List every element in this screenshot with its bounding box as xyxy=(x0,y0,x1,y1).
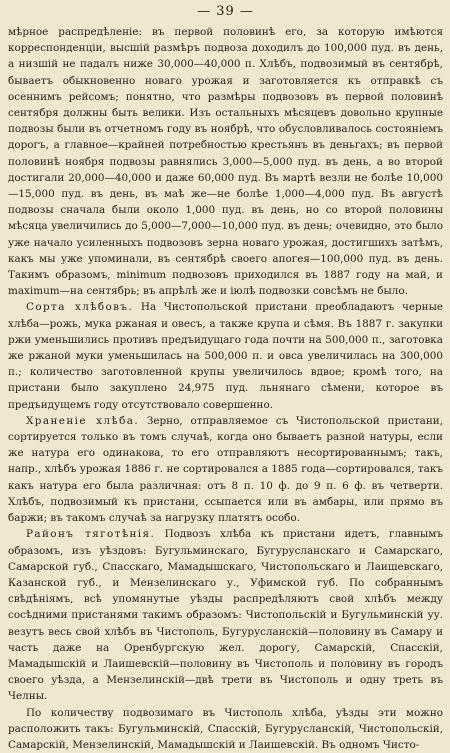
section-heading-grain-sorts: Сорта хлѣбовъ. xyxy=(26,301,134,314)
paragraph-1-text: мѣрное распредѣленіе: въ первой половинѣ его, за которую имѣются корреспонденціи, высшій размѣръ подвоза доходилъ до 100,000 пуд. въ день, а низшій не падалъ ниже 30,000—40,000 п. Хлѣбъ, подвозимый въ сентябрѣ, бываетъ обыкновенно новаго урожая и заготовляется къ отправкѣ съ осеннимъ рейсомъ; понятно, что размѣры подвозовъ въ первой половинѣ сентября должны быть велики. Изъ остальныхъ мѣсяцевъ довольно крупные подвозы были въ отчетномъ году въ ноябрѣ, что обусловливалось состояніемъ дорогъ, а главное—крайней потребностью крестьянъ въ деньгахъ; въ первой половинѣ ноября подвозы равнялись 3,000—5,000 пуд. въ день, а во второй достигали 20,000—40,000 и даже 60,000 пуд. Въ мартѣ везли не болѣе 10,000—15,000 пуд. въ день, въ маѣ же—не болѣе 1,000—4,000 пуд. Въ августѣ подвозы сначала были около 1,000 пуд. въ день, но со второй половины мѣсяца увеличились до 5,000—7,000—10,000 пуд. въ день; очевидно, это было уже начало усиленныхъ подвозовъ зерна новаго урожая, достигшихъ затѣмъ, какъ мы уже упоминали, въ сентябрѣ своего апогея—100,000 пуд. въ день. Такимъ образомъ, minimum подвозовъ приходился въ 1887 году на май, и maximum—на сентябрь; въ апрѣлѣ же и іюлѣ подвозки совсѣмъ не было. xyxy=(8,26,443,298)
paragraph-grain-sorts xyxy=(8,299,443,412)
paragraph-5 xyxy=(8,705,443,753)
page-number: — 39 — xyxy=(197,4,254,19)
section-heading-grain-storage: Храненіе хлѣба. xyxy=(26,414,140,427)
paragraph-grain-storage xyxy=(8,413,443,526)
paragraph-grain-storage-text: Зерно, отправляемое съ Чистопольской пристани, сортируется только въ томъ случаѣ, когда оно бываетъ разной натуры, если же натура его одинакова, то его отправляютъ несортированнымъ; такъ, напр., хлѣбъ урожая 1886 г. не сортировался а 1885 года—сортировался, такъ какъ натура его была различная: отъ 8 п. 10 ф. до 9 п. 6 ф. въ четверти. Хлѣбъ, подвозимый къ пристани, ссыпается или въ амбары, или прямо въ баржи; въ такомъ случаѣ за нагрузку платятъ особо. xyxy=(8,414,443,525)
section-heading-catchment-area: Районъ тяготѣнія. xyxy=(26,528,156,541)
paragraph-grain-sorts-text: На Чистопольской пристани преобладаютъ черные хлѣба—рожь, мука ржаная и овесъ, а также крупа и сѣмя. Въ 1887 г. закупки ржи уменьшились противъ предъидущаго года почти на 500,000 п., заготовка же ржаной муки уменьшилась на 500,000 п. и овса увеличилась на 300,000 п.; количество заготовленной крупы увеличилось вдвое; кромѣ того, на пристани было закуплено 24,975 пуд. льнянаго сѣмени, которое въ предъидущемъ году отсутствовало совершенно. xyxy=(8,301,443,411)
paragraph-1 xyxy=(8,24,443,299)
paragraph-catchment-area-text: Подвозъ хлѣба къ пристани идетъ, главнымъ образомъ, изъ уѣздовъ: Бугульминскаго, Бугурусланскаго и Самарскаго, Самарской губ., Спасскаго, Мамадышскаго, Чистопольскаго и Лаишевскаго, Казанской губ., и Мензелинскаго у., Уфимской губ. По собраннымъ свѣдѣніямъ, всѣ упомянутые уѣзды распредѣляютъ свой хлѣбъ между сосѣдними пристанями такимъ образомъ: Чистопольскій и Бугульминскій уу. везутъ весь свой хлѣбъ въ Чистополь, Бугурусланскій—половину въ Самару и часть даже на Оренбургскую жел. дорогу, Самарскій, Спасскій, Мамадышскій и Лаишевскій—половину въ Чистополь и половину въ городъ своего уѣзда, а Мензелинскій—двѣ трети въ Чистополь и одну треть въ Челны. xyxy=(8,528,444,703)
paragraph-catchment-area xyxy=(8,526,443,704)
paragraph-5-text: По количеству подвозимаго въ Чистополь хлѣба, уѣзды эти можно расположить такъ: Бугульминскій, Спасскій, Бугурусланскій, Чистопольскій, Самарскій, Мензелинскій, Мамадышскій и Лаишевскій. Въ одномъ Чисто- xyxy=(8,706,443,751)
